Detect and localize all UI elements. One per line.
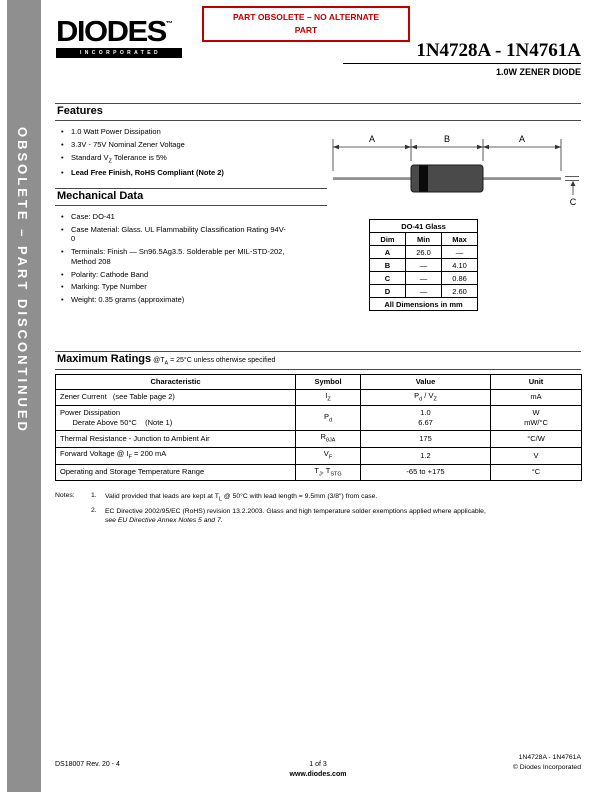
- ratings-row-power-dissipation: [56, 406, 582, 430]
- bullet-icon: •: [61, 152, 64, 162]
- value-cell: 175: [361, 430, 491, 447]
- note-number: 2.: [91, 506, 97, 514]
- dimension-label-c: C: [569, 197, 577, 207]
- footer-doc-number: DS18007 Rev. 20 - 4: [55, 761, 120, 768]
- bullet-icon: •: [61, 224, 64, 234]
- mechanical-data-list: [55, 212, 327, 305]
- note-text: EC Directive 2002/95/EC (RoHS) revision 13.2.2003. Glass and high temperature solder exemptions applied where applicable, see EU Directive Annex Notes 5 and 7.: [105, 507, 486, 525]
- page-content: [55, 0, 581, 792]
- min-cell: —: [406, 272, 442, 285]
- ratings-row-forward-voltage: [56, 447, 582, 464]
- do41-row-b: [370, 259, 478, 272]
- trademark-symbol: ™: [165, 20, 173, 28]
- bullet-icon: •: [61, 168, 64, 178]
- do41-title-row: [370, 220, 478, 233]
- diodes-logo-wordmark: [56, 15, 182, 48]
- mechanical-text: Case Material: Glass. UL Flammability Classification Rating 94V-0: [71, 224, 286, 244]
- value-cell: -65 to +175: [361, 464, 491, 481]
- max-cell: —: [442, 246, 478, 259]
- unit-cell: W mW/°C: [491, 406, 582, 430]
- characteristic-cell: Forward Voltage @ $I_F = 200$ mA: [56, 447, 296, 464]
- ratings-row-thermal-resistance: [56, 430, 582, 447]
- dimension-label-a-left: A: [368, 134, 376, 144]
- do41-row-c: [370, 272, 478, 285]
- characteristic-cell: Zener Current (see Table page 2): [56, 389, 296, 406]
- bullet-icon: •: [61, 139, 64, 149]
- max-cell: 0.86: [442, 272, 478, 285]
- feature-item: [61, 140, 327, 150]
- mechanical-item: [61, 247, 327, 267]
- unit-cell: mA: [491, 389, 582, 406]
- obsolete-banner: [202, 6, 410, 42]
- maximum-ratings-title: Maximum Ratings: [57, 353, 152, 365]
- ratings-row-temperature-range: [56, 464, 582, 481]
- title-rule: [343, 63, 581, 64]
- do41-table-footer: All Dimensions in mm: [370, 298, 478, 311]
- unit-cell: V: [491, 447, 582, 464]
- min-cell: —: [406, 259, 442, 272]
- left-column: [55, 121, 327, 311]
- min-cell: 26.0: [406, 246, 442, 259]
- symbol-cell: $T_J$, $T_{STG}$: [296, 464, 361, 481]
- notes-label-spacer: [55, 507, 91, 526]
- do41-row-d: [370, 285, 478, 298]
- bullet-icon: •: [61, 269, 64, 279]
- bullet-icon: •: [61, 247, 64, 257]
- obsolete-sidebar: [7, 0, 41, 792]
- dim-cell: A: [370, 246, 406, 259]
- do41-row-a: [370, 246, 478, 259]
- bullet-icon: •: [61, 282, 64, 292]
- symbol-cell: $V_F$: [296, 447, 361, 464]
- do41-col-max: Max: [442, 233, 478, 246]
- dim-cell: B: [370, 259, 406, 272]
- mechanical-text: Marking: Type Number: [71, 282, 147, 292]
- note-item: [55, 492, 581, 504]
- symbol-cell: $P_d$: [296, 406, 361, 430]
- features-heading: Features: [55, 103, 581, 121]
- do41-table-title: DO-41 Glass: [370, 220, 478, 233]
- features-section: [55, 103, 581, 311]
- notes-section: [55, 492, 581, 525]
- min-cell: —: [406, 285, 442, 298]
- footer-center: [290, 761, 347, 778]
- maximum-ratings-heading: [55, 351, 581, 370]
- mechanical-item: [61, 225, 327, 245]
- mechanical-item: [61, 282, 327, 292]
- feature-item: [61, 127, 327, 137]
- dim-cell: C: [370, 272, 406, 285]
- title-block: [343, 40, 581, 77]
- col-symbol: Symbol: [296, 375, 361, 389]
- characteristic-cell: Power Dissipation Derate Above 50°C (Note 1): [56, 406, 296, 430]
- footer-website-link[interactable]: www.diodes.com: [289, 771, 347, 778]
- maximum-ratings-section: [55, 351, 581, 526]
- symbol-cell: $R_{\theta JA}$: [296, 430, 361, 447]
- max-cell: 2.60: [442, 285, 478, 298]
- value-cell: 1.0 6.67: [361, 406, 491, 430]
- maximum-ratings-table: [55, 374, 582, 481]
- ratings-condition: $@T_A = 25^\circ C$ unless otherwise specified: [151, 357, 276, 367]
- characteristic-cell: Thermal Resistance - Junction to Ambient Air: [56, 430, 296, 447]
- features-list: [55, 127, 327, 178]
- do41-dimensions-table: [369, 219, 478, 311]
- mechanical-item: [61, 270, 327, 280]
- feature-text: 3.3V - 75V Nominal Zener Voltage: [71, 139, 185, 149]
- bullet-icon: •: [61, 127, 64, 136]
- col-unit: Unit: [491, 375, 582, 389]
- note-text: Valid provided that leads are kept at $T_L$ @ 50°C with lead length = 9.5mm (3/8") from case.: [105, 493, 378, 503]
- mechanical-item: [61, 295, 327, 305]
- unit-cell: °C/W: [491, 430, 582, 447]
- feature-item: [61, 153, 327, 166]
- max-cell: 4.10: [442, 259, 478, 272]
- col-value: Value: [361, 375, 491, 389]
- bullet-icon: •: [61, 295, 64, 305]
- mechanical-item: [61, 212, 327, 222]
- ratings-header-row: [56, 375, 582, 389]
- do41-col-dim: Dim: [370, 233, 406, 246]
- mechanical-text: Polarity: Cathode Band: [71, 269, 149, 279]
- obsolete-banner-text: PART OBSOLETE – NO ALTERNATE PART: [232, 12, 380, 36]
- do41-col-min: Min: [406, 233, 442, 246]
- mechanical-text: Weight: 0.35 grams (approximate): [71, 295, 185, 305]
- do41-footer-row: [370, 298, 478, 311]
- symbol-cell: $I_Z$: [296, 389, 361, 406]
- dimension-label-b: B: [443, 134, 451, 144]
- footer-page-number: 1 of 3: [309, 761, 327, 768]
- feature-text: 1.0 Watt Power Dissipation: [71, 127, 161, 136]
- product-subtitle: 1.0W ZENER DIODE: [495, 67, 581, 77]
- notes-label: Notes:: [55, 492, 75, 500]
- feature-text: Lead Free Finish, RoHS Compliant (Note 2): [71, 168, 224, 178]
- mechanical-text: Case: DO-41: [71, 211, 115, 221]
- dimension-label-a-right: A: [518, 134, 526, 144]
- feature-text: Standard $V_Z$ Tolerance is 5%: [71, 152, 167, 164]
- note-number: 1.: [91, 492, 97, 500]
- do41-header-row: [370, 233, 478, 246]
- value-cell: $P_d / V_Z$: [361, 389, 491, 406]
- footer-right: [513, 753, 581, 773]
- characteristic-cell: Operating and Storage Temperature Range: [56, 464, 296, 481]
- value-cell: 1.2: [361, 447, 491, 464]
- cathode-band: [419, 166, 428, 192]
- obsolete-sidebar-label: OBSOLETE – PART DISCONTINUED: [15, 127, 30, 434]
- bullet-icon: •: [61, 211, 64, 221]
- logo-word: DIODES: [56, 15, 166, 48]
- footer-part-number: 1N4728A - 1N4761A: [518, 753, 581, 761]
- dim-cell: D: [370, 285, 406, 298]
- feature-item: [61, 168, 327, 178]
- footer-copyright: © Diodes Incorporated: [512, 763, 581, 771]
- right-column: [327, 121, 581, 311]
- unit-cell: °C: [491, 464, 582, 481]
- part-number-title: 1N4728A - 1N4761A: [416, 40, 581, 61]
- diodes-logo-incorporated-bar: INCORPORATED: [56, 48, 182, 58]
- mechanical-text: Terminals: Finish — Sn96.5Ag3.5. Solderable per MIL-STD-202, Method 208: [71, 247, 285, 266]
- mechanical-data-heading: Mechanical Data: [55, 188, 327, 206]
- do41-package-diagram: [327, 133, 581, 213]
- diodes-logo: [56, 15, 182, 58]
- page-footer: [55, 752, 581, 778]
- col-characteristic: Characteristic: [56, 375, 296, 389]
- note-item: [55, 507, 581, 526]
- ratings-row-zener-current: [56, 389, 582, 406]
